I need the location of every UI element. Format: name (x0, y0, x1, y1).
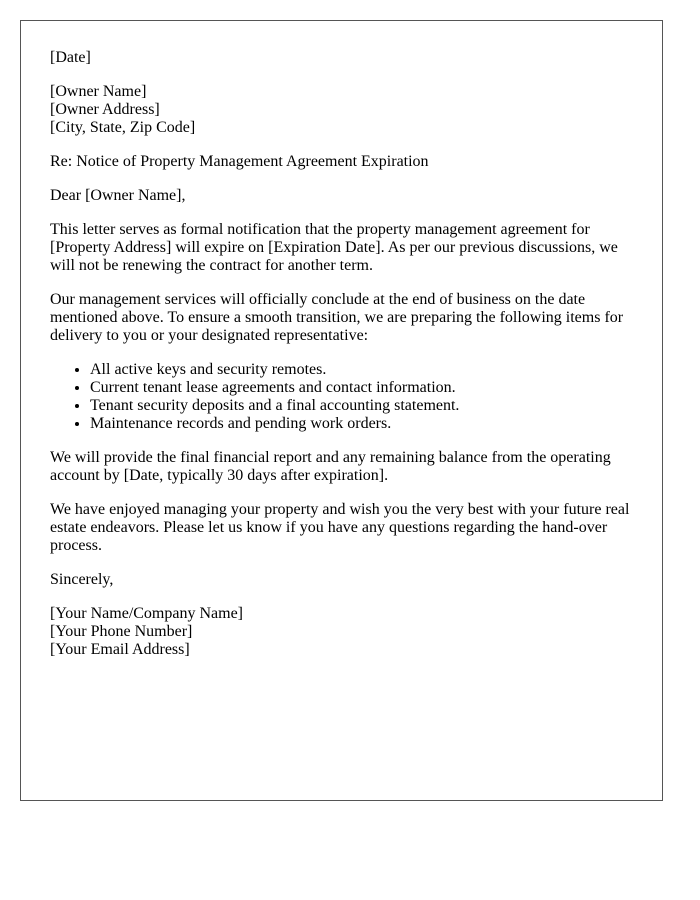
sender-name: [Your Name/Company Name] (50, 605, 244, 622)
subject-line: Re: Notice of Property Management Agreement Expiration (50, 153, 429, 170)
body-paragraph: We have enjoyed managing your property and wish you the very best with your future real estate endeavors. Please let us know if you have any questions regarding the hand-over process. (50, 501, 630, 554)
list-item: • Maintenance records and pending work orders. (90, 415, 633, 433)
letter-date: [Date] (50, 49, 91, 66)
sender-phone: [Your Phone Number] (50, 623, 193, 640)
items-list (50, 361, 633, 433)
sender-block (50, 605, 633, 659)
recipient-city: [City, State, Zip Code] (50, 119, 196, 136)
list-item: • Current tenant lease agreements and contact information. (90, 379, 633, 397)
letter-page (20, 20, 663, 801)
recipient-name: [Owner Name] (50, 83, 147, 100)
body-paragraph: This letter serves as formal notification that the property management agreement for [Property Address] will expire on [Expiration Date]. As per our previous discussions, we will not be renewing the contract for another term. (50, 221, 618, 274)
sender-email: [Your Email Address] (50, 641, 190, 658)
list-item: • All active keys and security remotes. (90, 361, 633, 379)
recipient-block (50, 83, 633, 137)
body-paragraph: Our management services will officially conclude at the end of business on the date mentioned above. To ensure a smooth transition, we are preparing the following items for delivery to you or your designated representative: (50, 291, 624, 344)
body-paragraph: We will provide the final financial report and any remaining balance from the operating account by [Date, typically 30 days after expiration]. (50, 449, 611, 484)
recipient-address: [Owner Address] (50, 101, 160, 118)
salutation: Dear [Owner Name], (50, 187, 186, 204)
signoff: Sincerely, (50, 571, 114, 588)
list-item: • Tenant security deposits and a final accounting statement. (90, 397, 633, 415)
